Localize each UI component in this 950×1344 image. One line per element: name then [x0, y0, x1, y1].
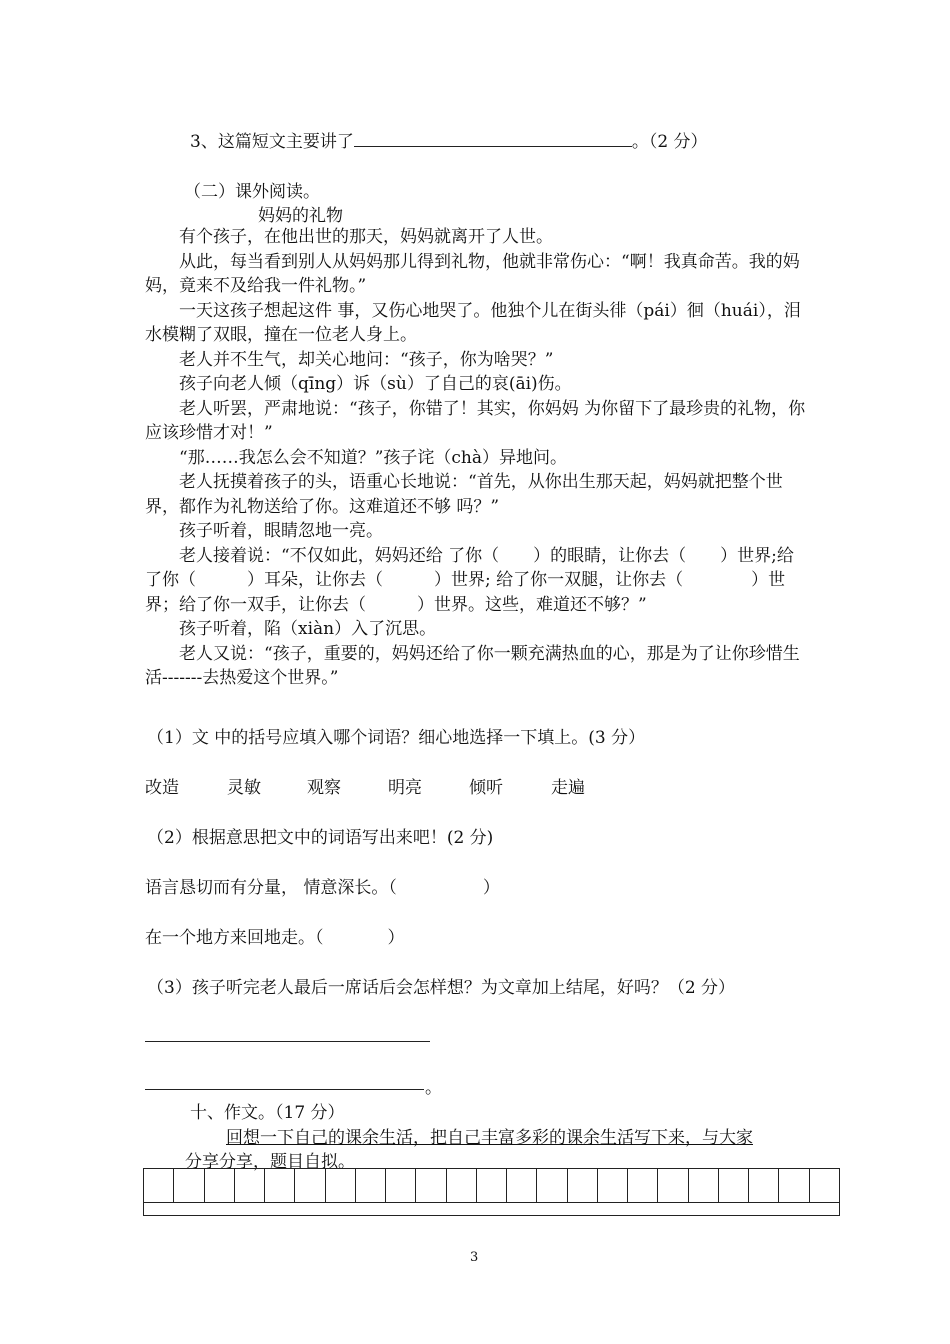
story-paragraph: 有个孩子，在他出世的那天，妈妈就离开了人世。 [179, 227, 553, 247]
answer-line[interactable] [145, 1089, 424, 1090]
question-3-answer-blank[interactable] [354, 129, 632, 147]
question-1-text: （1）文 中的括号应填入哪个词语？细心地选择一下填上。(3 分） [147, 728, 646, 748]
grid-cell[interactable] [204, 1169, 234, 1203]
composition-title: 十、作文。（17 分） [190, 1103, 345, 1123]
grid-cell[interactable] [174, 1169, 204, 1203]
grid-cell[interactable] [265, 1169, 295, 1203]
story-paragraph: 孩子听着，陷（xiàn）入了沉思。 [179, 619, 437, 639]
close-paren: ） [482, 878, 500, 898]
word-choice: 明亮 [388, 778, 422, 798]
answer-period: 。 [425, 1078, 442, 1098]
page-number: 3 [470, 1250, 479, 1265]
story-title: 妈妈的礼物 [258, 206, 343, 226]
grid-spacer-row [144, 1203, 840, 1216]
story-paragraph: 老人接着说：“不仅如此，妈妈还给 了你（ ）的眼睛，让你去（ ）世界;给了你（ ）耳朵，让你去（ ）世界; 给了你一双腿，让你去（ ）世界；给了你一双手，让你去（ ）世界。这些，难道还不够？” [145, 545, 794, 615]
question-3 [190, 127, 708, 152]
story-paragraph: 老人又说：“孩子，重要的，妈妈还给了你一颗充满热血的心，那是为了让你珍惜生活-------去热爱这个世界。” [145, 643, 800, 688]
grid-cell[interactable] [386, 1169, 416, 1203]
question-2-item-2 [145, 923, 405, 948]
grid-cell[interactable] [567, 1169, 597, 1203]
grid-cell[interactable] [325, 1169, 355, 1203]
grid-cell[interactable] [779, 1169, 809, 1203]
grid-cell[interactable] [507, 1169, 537, 1203]
word-choice: 走遍 [551, 778, 585, 798]
word-choice: 灵敏 [227, 778, 261, 798]
story-paragraph: 从此，每当看到别人从妈妈那儿得到礼物，他就非常伤心：“啊！我真命苦。我的妈妈，竟来不及给我一件礼物。” [145, 251, 800, 296]
grid-cell[interactable] [537, 1169, 567, 1203]
grid-cell[interactable] [718, 1169, 748, 1203]
grid-cell[interactable] [809, 1169, 840, 1203]
grid-cell[interactable] [658, 1169, 688, 1203]
grid-cell[interactable] [234, 1169, 264, 1203]
grid-cell[interactable] [144, 1169, 174, 1203]
question-3-text: 3、这篇短文主要讲了 [190, 132, 354, 152]
question-2-item-1-text: 语言恳切而有分量， 情意深长。（ [145, 878, 397, 898]
story-paragraph: 老人抚摸着孩子的头，语重心长地说：“首先，从你出生那天起，妈妈就把整个世界，都作为礼物送给了你。这难道还不够 吗？” [145, 472, 783, 517]
question-2-text: （2）根据意思把文中的词语写出来吧！(2 分) [147, 828, 494, 848]
story-paragraph: 孩子向老人倾（qīng）诉（sù）了自己的哀(āi)伤。 [179, 374, 572, 394]
story-paragraph: 一天这孩子想起这件 事，又伤心地哭了。他独个儿在街头徘（pái）徊（huái），泪水模糊了双眼，撞在一位老人身上。 [145, 300, 801, 345]
composition-grid[interactable] [143, 1168, 840, 1216]
grid-row [144, 1169, 840, 1203]
grid-cell[interactable] [416, 1169, 446, 1203]
grid-cell[interactable] [355, 1169, 385, 1203]
story-body [145, 225, 810, 691]
story-paragraph: “那……我怎么会不知道？”孩子诧（chà）异地问。 [179, 447, 567, 468]
question-2-item-1 [145, 873, 500, 898]
grid-cell[interactable] [597, 1169, 627, 1203]
question-2-item-2-text: 在一个地方来回地走。（ [145, 928, 324, 948]
word-choice: 倾听 [469, 778, 503, 798]
grid-cell[interactable] [295, 1169, 325, 1203]
grid-cell[interactable] [628, 1169, 658, 1203]
story-paragraph: 孩子听着，眼睛忽地一亮。 [179, 521, 383, 541]
story-paragraph: 老人并不生气，却关心地问：“孩子，你为啥哭？” [179, 349, 554, 370]
question-3-end: 。（2 分） [631, 132, 708, 152]
question-3-ending-text: （3）孩子听完老人最后一席话后会怎样想？为文章加上结尾，好吗？（2 分） [147, 978, 736, 998]
word-choice: 观察 [307, 778, 341, 798]
grid-cell[interactable] [476, 1169, 506, 1203]
close-paren: ） [387, 928, 405, 948]
composition-prompt-line-1: 回想一下自己的课余生活，把自己丰富多彩的课余生活写下来，与大家 [226, 1128, 753, 1148]
section-2-label: （二）课外阅读。 [184, 182, 320, 202]
grid-cell[interactable] [749, 1169, 779, 1203]
grid-spacer [144, 1203, 840, 1216]
story-paragraph: 老人听罢，严肃地说：“孩子，你错了！其实，你妈妈 为你留下了最珍贵的礼物，你应该珍惜才对！” [145, 398, 806, 443]
word-choice: 改造 [145, 778, 179, 798]
grid-cell[interactable] [446, 1169, 476, 1203]
answer-line[interactable] [145, 1041, 430, 1042]
grid-cell[interactable] [688, 1169, 718, 1203]
composition-prompt-line-2: 分享分享，题目自拟。 [185, 1152, 355, 1172]
